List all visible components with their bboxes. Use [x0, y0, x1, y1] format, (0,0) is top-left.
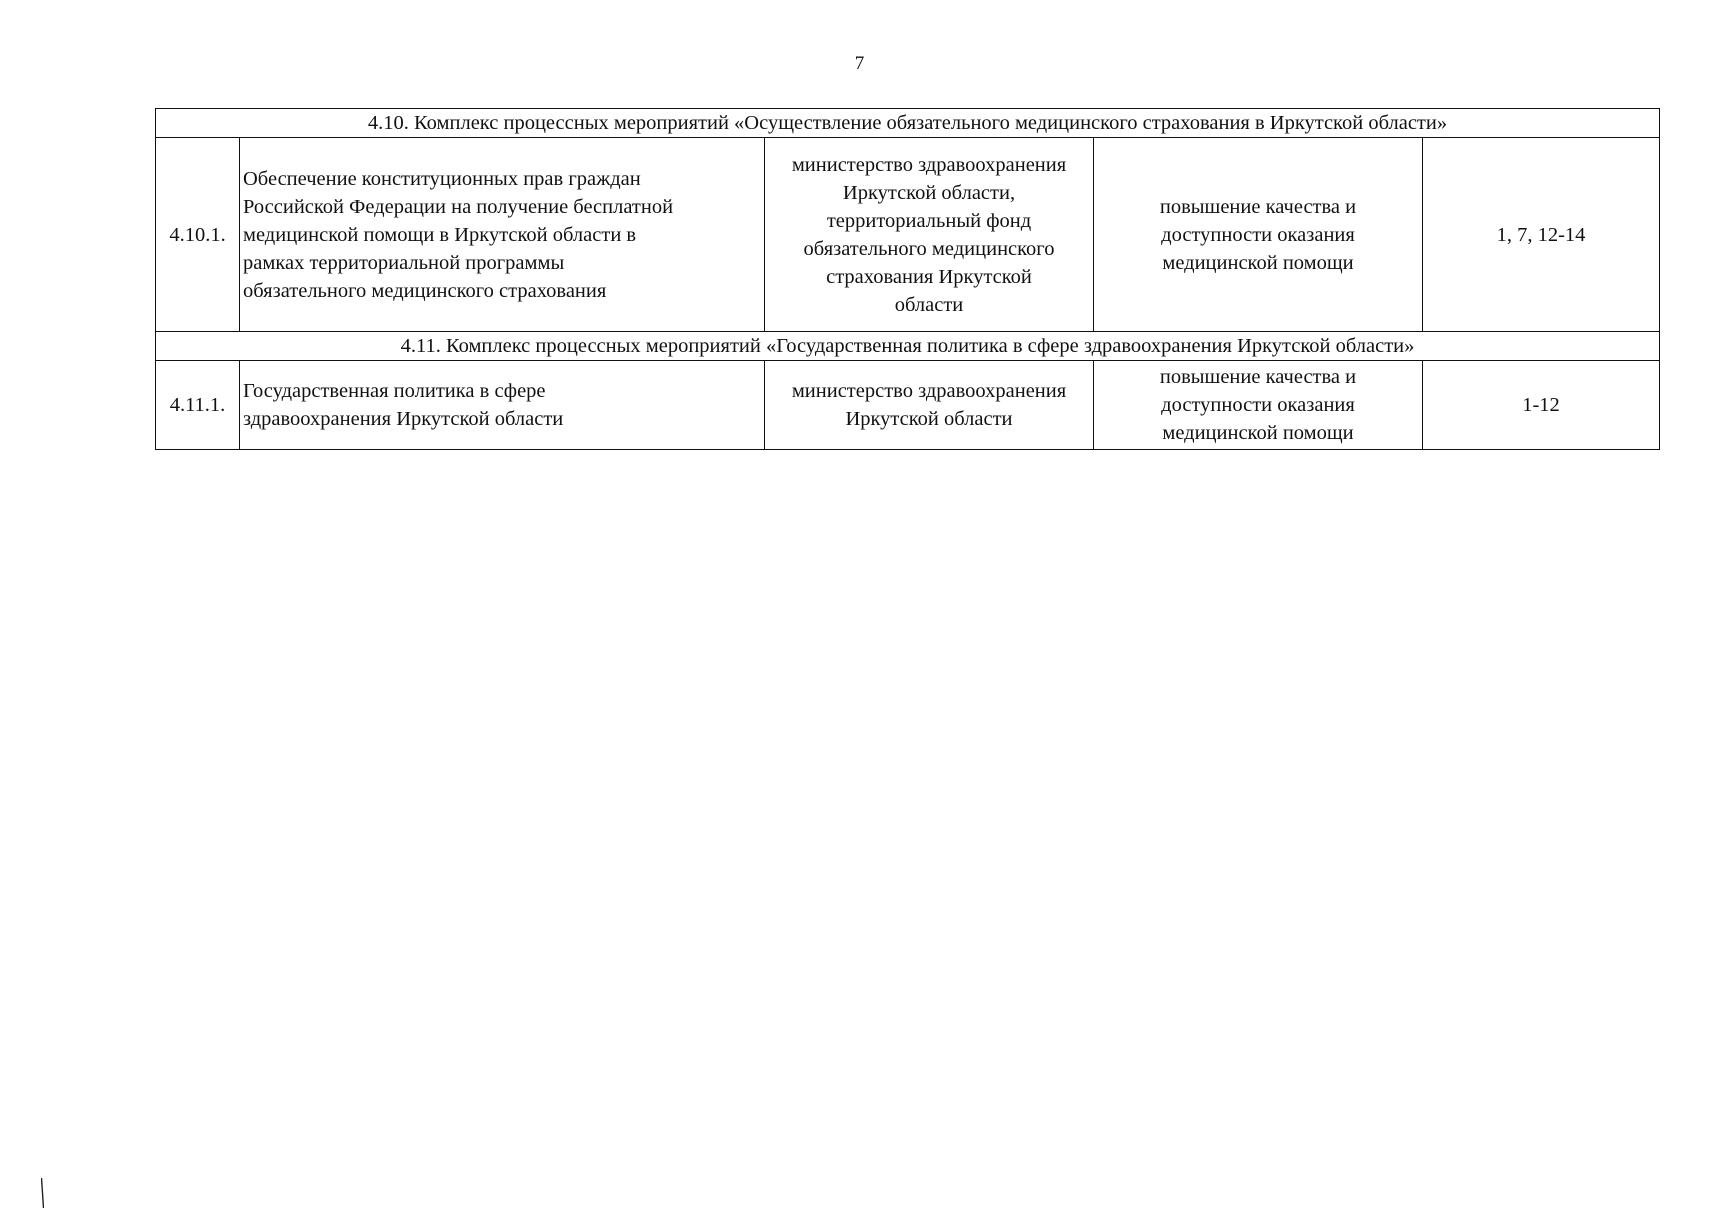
measure-name-cell	[240, 138, 765, 332]
section-header-4-11: 4.11. Комплекс процессных мероприятий «Государственная политика в сфере здравоохранения Иркутской области»	[156, 332, 1660, 361]
result-line: доступности оказания	[1161, 394, 1355, 416]
executor-line: обязательного медицинского	[803, 237, 1055, 260]
executor-line: министерство здравоохранения	[791, 380, 1067, 402]
executor-line: Иркутской области,	[842, 181, 1016, 204]
result-line: медицинской помощи	[1162, 422, 1354, 444]
section-header-4-10: 4.10. Комплекс процессных мероприятий «Осуществление обязательного медицинского страхования в Иркутской области»	[156, 109, 1660, 138]
measure-name-line: медицинской помощи в Иркутской области в	[243, 223, 637, 246]
result-line: повышение качества и	[1159, 366, 1357, 388]
executor-cell	[765, 138, 1094, 332]
measure-name-cell	[240, 361, 765, 450]
executor-line: страхования Иркутской	[826, 265, 1032, 288]
page-number: 7	[854, 53, 865, 74]
measures-table	[155, 108, 1660, 450]
executor-line: министерство здравоохранения	[791, 153, 1067, 176]
table-row	[156, 138, 1660, 332]
result-line: медицинской помощи	[1162, 251, 1354, 274]
section-header-row	[156, 109, 1660, 138]
measure-name-line: здравоохранения Иркутской области	[243, 408, 564, 430]
section-header-row	[156, 332, 1660, 361]
result-cell	[1094, 138, 1423, 332]
result-cell	[1094, 361, 1423, 450]
measure-name-line: Российской Федерации на получение бесплатной	[243, 195, 674, 218]
result-line: доступности оказания	[1161, 223, 1355, 246]
executor-line: Иркутской области	[845, 408, 1013, 430]
table-row	[156, 361, 1660, 450]
measure-name-line: рамках территориальной программы	[243, 251, 565, 274]
measure-name-line: Обеспечение конституционных прав граждан	[243, 167, 641, 190]
executor-cell	[765, 361, 1094, 450]
measure-name-line: обязательного медицинского страхования	[243, 279, 607, 302]
indicators-cell: 1-12	[1423, 361, 1660, 450]
row-number: 4.10.1.	[156, 138, 240, 332]
measure-name-line: Государственная политика в сфере	[243, 380, 546, 402]
executor-line: области	[894, 293, 964, 316]
scan-artifact-mark	[41, 1178, 44, 1208]
indicators-cell: 1, 7, 12-14	[1423, 138, 1660, 332]
executor-line: территориальный фонд	[826, 209, 1032, 232]
result-line: повышение качества и	[1159, 195, 1357, 218]
row-number: 4.11.1.	[156, 361, 240, 450]
